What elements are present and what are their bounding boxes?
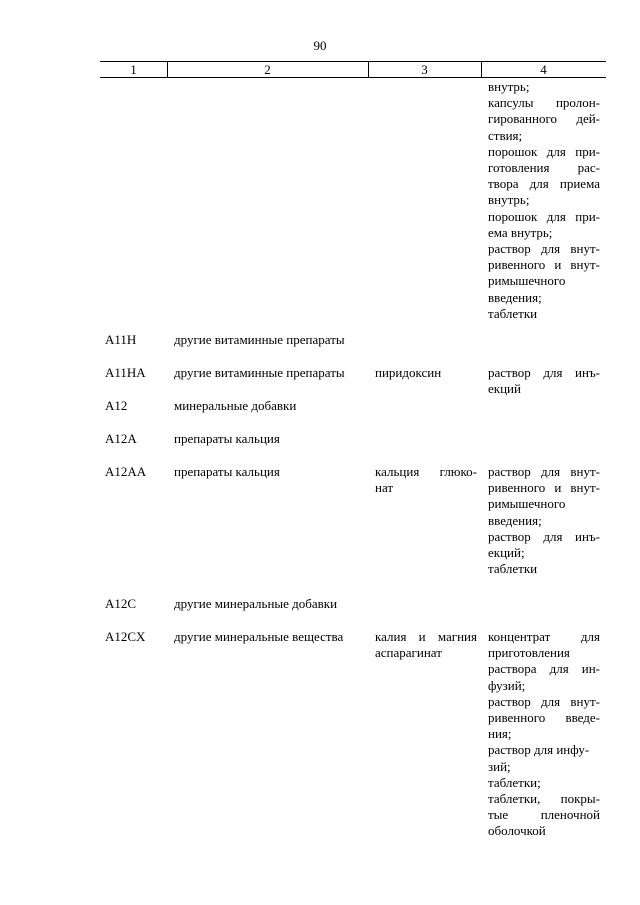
header-col-3: 3 <box>421 62 428 77</box>
form-line: ривенного и внут- <box>488 257 600 273</box>
group-name: другие витаминные препараты <box>174 365 345 380</box>
substance-line: аспарагинат <box>375 645 442 661</box>
dosage-forms <box>488 629 600 840</box>
form-line: тые пленочной <box>488 807 600 823</box>
form-line: ема внутрь; <box>488 224 553 240</box>
group-name: другие минеральные вещества <box>174 629 344 644</box>
form-line: внутрь; <box>488 192 530 208</box>
form-line: раствор для инфу- <box>488 742 590 758</box>
form-line: гированного дей- <box>488 111 600 127</box>
substance-line: пиридоксин <box>375 365 442 380</box>
form-line: таблетки <box>488 305 538 321</box>
header-col-2: 2 <box>264 62 271 77</box>
substance-line: кальция глюко- <box>375 464 477 479</box>
form-line: ривенного введе- <box>488 710 600 726</box>
form-line: концентрат для <box>488 629 600 644</box>
form-line: ствия; <box>488 127 523 143</box>
atc-code: A12CX <box>105 629 146 644</box>
group-name: другие витаминные препараты <box>174 332 345 347</box>
form-line: фузий; <box>488 677 526 693</box>
header-col-4: 4 <box>540 62 547 77</box>
form-line: внутрь; <box>488 79 530 94</box>
atc-code: A11HA <box>105 365 146 380</box>
header-col-1: 1 <box>130 62 137 77</box>
form-line: раствор для инъ- <box>488 365 600 380</box>
form-line: введения; <box>488 289 542 305</box>
atc-code: A12 <box>105 398 128 413</box>
substance-name <box>375 365 477 381</box>
form-line: капсулы пролон- <box>488 95 600 111</box>
form-line: раствор для внут- <box>488 241 600 257</box>
form-line: римышечного <box>488 496 566 512</box>
substance-line: калия и магния <box>375 629 477 644</box>
continuation-forms <box>488 79 600 322</box>
page-number: 90 <box>313 38 327 53</box>
form-line: раствор для инъ- <box>488 528 600 544</box>
group-name: минеральные добавки <box>174 398 297 413</box>
form-line: екций <box>488 381 521 397</box>
substance-name <box>375 629 477 661</box>
dosage-forms <box>488 464 600 577</box>
form-line: раствора для ин- <box>488 661 600 677</box>
form-line: таблетки <box>488 561 538 577</box>
form-line: порошок для при- <box>488 143 600 159</box>
form-line: готовления рас- <box>488 160 600 176</box>
substance-line: нат <box>375 480 394 496</box>
form-line: ния; <box>488 726 512 742</box>
form-line: раствор для внут- <box>488 464 600 479</box>
group-name: другие минеральные добавки <box>174 596 338 611</box>
dosage-forms <box>488 365 600 397</box>
form-line: приготовления <box>488 645 570 661</box>
form-line: введения; <box>488 512 542 528</box>
atc-code: A12AA <box>105 464 147 479</box>
form-line: екций; <box>488 545 525 561</box>
form-line: римышечного <box>488 273 566 289</box>
form-line: зий; <box>488 758 511 774</box>
form-line: таблетки, покры- <box>488 791 600 807</box>
form-line: ривенного и внут- <box>488 480 600 496</box>
atc-code: A12C <box>105 596 137 611</box>
form-line: порошок для при- <box>488 208 600 224</box>
group-name: препараты кальция <box>174 464 280 479</box>
substance-name <box>375 464 477 496</box>
group-name: препараты кальция <box>174 431 280 446</box>
atc-code: A12A <box>105 431 137 446</box>
form-line: твора для приема <box>488 176 600 192</box>
atc-code: A11H <box>105 332 137 347</box>
table-header <box>100 61 606 78</box>
form-line: оболочкой <box>488 823 546 839</box>
form-line: раствор для внут- <box>488 693 600 709</box>
form-line: таблетки; <box>488 774 541 790</box>
